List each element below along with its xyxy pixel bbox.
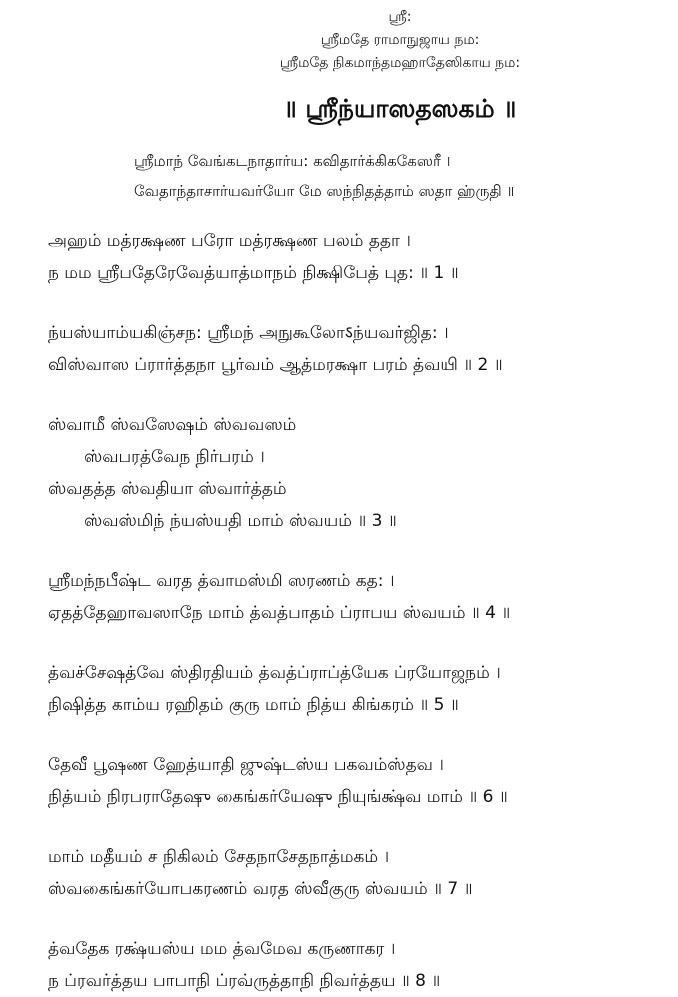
verse-line: ஸ்வாமீ ஸ்வஸேஷம் ஸ்வவஸம்: [48, 415, 297, 435]
invocation-line-desika: ஸ்ரீமதே நிகமாந்தமஹாதேஸிகாய நம:: [279, 55, 521, 71]
intro-line: வேதாந்தாசார்யவர்யோ மே ஸந்நிதத்தாம் ஸதா ஹ்ருதி ॥: [134, 182, 515, 200]
intro-line: ஸ்ரீமாந் வேங்கடநாதார்ய: கவிதார்க்கிககேஸரீ ।: [134, 152, 451, 170]
verse-line: விஸ்வாஸ ப்ரார்த்தநா பூர்வம் ஆத்மரக்ஷா பரம் த்வயி ॥ 2 ॥: [48, 355, 503, 375]
verse-line: அஹம் மத்ரக்ஷண பரோ மத்ரக்ஷண பலம் ததா ।: [48, 231, 411, 251]
invocation-header: [150, 6, 650, 75]
verse-7: [48, 841, 668, 905]
verse-4: [48, 565, 668, 629]
verse-line: ஸ்வபரத்வேந நிர்பரம் ।: [84, 447, 265, 467]
verse-line: ஸ்வகைங்கர்யோபகரணம் வரத ஸ்வீகுரு ஸ்வயம் ॥ 7 ॥: [48, 879, 473, 899]
verse-2: [48, 317, 668, 381]
verse-line: மாம் மதீயம் ச நிகிலம் சேதநாசேதநாத்மகம் ।: [48, 847, 390, 867]
verse-3: [48, 409, 668, 537]
verse-line: தேவீ பூஷண ஹேத்யாதி ஜுஷ்டஸ்ய பகவம்ஸ்தவ ।: [48, 755, 444, 775]
verse-8: [48, 933, 668, 997]
invocation-line-ramanuja: ஸ்ரீமதே ராமாநுஜாய நம:: [320, 32, 480, 48]
verse-line: நிஷித்த காம்ய ரஹிதம் குரு மாம் நித்ய கிங்கரம் ॥ 5 ॥: [48, 695, 459, 715]
verse-line: ந ப்ரவர்த்தய பாபாநி ப்ரவ்ருத்தாநி நிவர்த்தய ॥ 8 ॥: [48, 971, 441, 991]
verse-line: த்வதேக ரக்ஷ்யஸ்ய மம த்வமேவ கருணாகர ।: [48, 939, 396, 959]
verse-line: ஸ்ரீமந்நபீஷ்ட வரத த்வாமஸ்மி ஸரணம் கத: ।: [48, 571, 395, 591]
verse-line: நித்யம் நிரபராதேஷு கைங்கர்யேஷு நியுங்க்ஷ்வ மாம் ॥ 6 ॥: [48, 787, 508, 807]
verse-1: [48, 225, 668, 289]
verse-line: ஏதத்தேஹாவஸாநே மாம் த்வத்பாதம் ப்ராபய ஸ்வயம் ॥ 4 ॥: [48, 603, 511, 623]
verse-line: ஸ்வதத்த ஸ்வதியா ஸ்வார்த்தம்: [48, 479, 287, 499]
intro-verse: [134, 146, 664, 206]
verse-5: [48, 657, 668, 721]
verse-line: ந மம ஸ்ரீபதேரேவேத்யாத்மாநம் நிக்ஷிபேத் புத: ॥ 1 ॥: [48, 263, 459, 283]
verse-line: ந்யஸ்யாம்யகிஞ்சந: ஸ்ரீமந் அநுகூலோऽந்யவர்ஜித: ।: [48, 323, 449, 343]
verse-line: த்வச்சேஷத்வே ஸ்திரதியம் த்வத்ப்ராப்த்யேக ப்ரயோஜநம் ।: [48, 663, 501, 683]
verse-line: ஸ்வஸ்மிந் ந்யஸ்யதி மாம் ஸ்வயம் ॥ 3 ॥: [84, 511, 397, 531]
invocation-line-sri: ஸ்ரீ:: [388, 9, 412, 25]
verse-list: [48, 225, 668, 997]
verse-6: [48, 749, 668, 813]
page-title: ॥ ஸ்ரீந்யாஸதஸகம் ॥: [283, 94, 517, 123]
